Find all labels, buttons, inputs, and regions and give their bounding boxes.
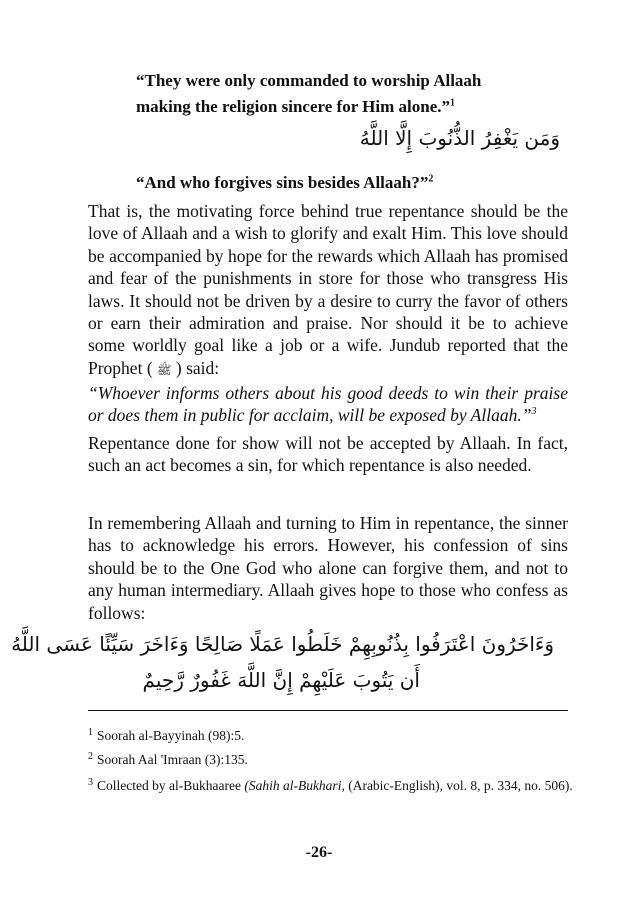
footnote-divider (88, 710, 568, 711)
footnote-1-text: Soorah al-Bayyinah (98):5. (97, 728, 245, 743)
arabic-verse-2-line1: وَءَاخَرُونَ اعْتَرَفُوا بِذُنُوبِهِمْ خَلَطُوا عَمَلًا صَالِحًا وَءَاخَرَ سَيِّئًا عَسَى اللَّهُ (11, 632, 554, 656)
footnote-ref-1: 1 (450, 97, 456, 109)
footnote-ref-3: 3 (531, 406, 537, 418)
quran-quote-translation-1 (136, 68, 576, 120)
footnote-2-number: 2 (88, 751, 93, 762)
footnote-ref-2: 2 (428, 173, 434, 185)
footnote-3-number: 3 (88, 777, 93, 788)
paragraph-confession: In remembering Allaah and turning to Him in repentance, the sinner has to acknowledge his errors. However, his confession of sins should be to the One God who alone can forgive them, and not to any human intermediary. Allaah gives hope to those who confess as follows: (88, 513, 568, 623)
hadith-quote (88, 382, 568, 427)
quote2-text: “And who forgives sins besides Allaah?” (136, 173, 429, 192)
footnote-3-italic: (Sahih al-Bukhari, (244, 778, 345, 793)
quote1-line1: “They were only commanded to worship Allaah (136, 71, 482, 90)
footnote-2-text: Soorah Aal 'Imraan (3):135. (97, 752, 248, 767)
footnote-3-post: (Arabic-English), vol. 8, p. 334, no. 506). (344, 778, 573, 793)
footnote-3-pre: Collected by al-Bukhaaree (97, 778, 245, 793)
paragraph-motivation-text: That is, the motivating force behind true repentance should be the love of Allaah and a wish to glorify and exalt Him. This love should be accompanied by hope for the rewards which Allaah has promised and fear of the punishments in store for those who transgress His laws. It should not be driven by a desire to curry the favor of others or earn their admiration and praise. Nor should it be to achieve some worldly goal like a job or a wife. (88, 201, 568, 356)
footnote-1-number: 1 (88, 727, 93, 738)
salla-symbol: ﷺ (157, 362, 172, 377)
quran-quote-translation-2 (136, 170, 576, 196)
quote1-line2: making the religion sincere for Him alone.” (136, 97, 451, 116)
said-text: ) said: (175, 357, 220, 378)
jundub-text: Jundub reported that the Prophet ( (88, 335, 569, 378)
arabic-verse-1: وَمَن يَغْفِرُ الذُّنُوبَ إِلَّا اللَّهُ (359, 126, 560, 150)
paragraph-show: Repentance done for show will not be accepted by Allaah. In fact, such an act becomes a sin, for which repentance is also needed. (88, 433, 568, 476)
paragraph-motivation (88, 200, 568, 381)
footnote-1 (88, 722, 578, 746)
footnote-2 (88, 746, 578, 770)
footnote-3 (88, 772, 578, 796)
arabic-verse-2-line2: أَن يَتُوبَ عَلَيْهِمْ إِنَّ اللَّهَ غَفُورٌ رَّحِيمٌ (142, 668, 420, 692)
hadith-text: “Whoever informs others about his good deeds to win their praise or does them in public for acclaim, will be exposed by Allaah.” (88, 383, 568, 426)
page-number: -26- (305, 844, 333, 861)
